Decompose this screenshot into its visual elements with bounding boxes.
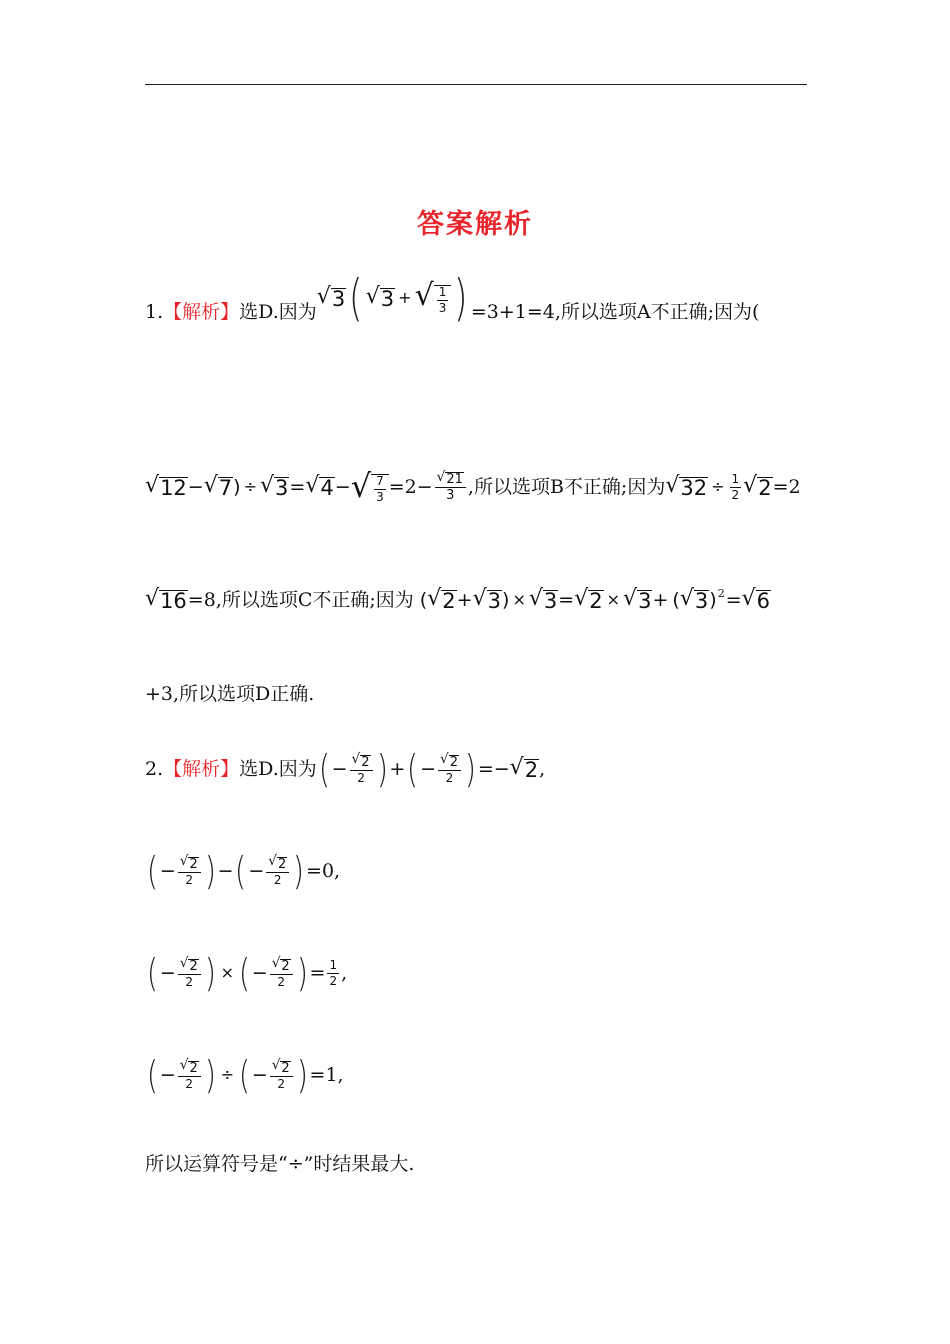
q2-line-4: ( − √ 2 2 ) ÷ ( − √ 2 2 ) =1, [146, 1053, 344, 1097]
q2-result-add: =− [477, 757, 510, 780]
sqrt-3: √ 3 [365, 283, 395, 312]
divide-sign: ÷ [711, 477, 725, 496]
minus-sign: − [334, 475, 351, 498]
q1-number: 1. [145, 300, 164, 323]
q1-line-1 [145, 262, 759, 362]
frac-sqrt2-over-2: √ 2 2 [270, 957, 293, 988]
q2-number: 2. [145, 757, 164, 780]
minus-sign: − [217, 859, 234, 882]
frac-sqrt2-over-2: √ 2 2 [270, 1059, 293, 1090]
q1-text-b-pre: =2− [388, 475, 433, 498]
frac-sqrt2-over-2: √ 2 2 [178, 1059, 201, 1090]
frac-sqrt2-over-2: √ 2 2 [438, 753, 461, 784]
frac-sqrt2-over-2: √ 2 2 [178, 855, 201, 886]
plus-sign: + [398, 288, 412, 307]
sqrt-12: √ 12 [145, 472, 187, 501]
q1-text-b-end: =2 [772, 475, 801, 498]
page-title: 答案解析 [417, 209, 533, 240]
times-sign: × [606, 590, 621, 609]
divide-sign: ÷ [243, 477, 257, 496]
q2-line-1: 2. 【解析】 选D.因为 ( − √ 2 2 ) + ( − √ 2 2 ) =− √ 2 , [145, 747, 546, 791]
header-rule [145, 84, 807, 85]
sqrt-3: √ 3 [259, 472, 289, 501]
sqrt-6: √ 6 [741, 585, 771, 614]
q2-result-mul: = [309, 961, 326, 984]
close-paren: ) [454, 269, 468, 327]
q1-text-d: +3,所以选项D正确. [145, 682, 315, 705]
sqrt-2: √ 2 [574, 585, 603, 614]
sqrt-16: √ 16 [145, 585, 187, 614]
frac-sqrt2-over-2: √ 2 2 [350, 753, 373, 784]
q2-tag: 【解析】 [163, 757, 240, 780]
exponent-2: 2 [717, 586, 725, 600]
plus-sign: + [456, 588, 473, 611]
frac-sqrt2-over-2: √ 2 2 [178, 957, 201, 988]
sqrt-3: √ 3 [472, 585, 502, 614]
q2-result-div: =1, [309, 1063, 344, 1086]
q2-result-sub: =0, [306, 859, 341, 882]
sqrt-one-third: √ $\frac{1}{3}$ [415, 281, 452, 314]
q1-text-c-eq: = [558, 588, 575, 611]
q1-text-b: ,所以选项B不正确;因为 [467, 475, 666, 498]
sqrt-3: √ 3 [316, 283, 346, 312]
q1-tag: 【解析】 [163, 300, 240, 323]
sqrt-3: √ 3 [679, 585, 709, 614]
q1-text-a: =3+1=4,所以选项A不正确;因为( [470, 300, 760, 323]
sqrt-7: √ 7 [203, 472, 233, 501]
q2-line-3: ( − √ 2 2 ) × ( − √ 2 2 ) = $\frac{1}{2}$ , [146, 951, 348, 995]
q2-line-2: ( − √ 2 2 ) − ( − √ 2 2 ) =0, [146, 849, 341, 893]
sqrt-3: √ 3 [528, 585, 558, 614]
q1-line-2: √ 12 − √ 7 ) ÷ √ 3 = √ 4 − √ $\frac{7}{3}$ =2− √ 21 3 ,所以选项B不正确;因为 √ 32 ÷ $\frac{1}{2}$ √ 2 =2 [145, 467, 801, 506]
times-sign: × [220, 963, 234, 982]
times-sign: × [512, 590, 526, 609]
sqrt-2: √ 2 [509, 754, 539, 783]
q2-conclusion-text: 所以运算符号是“÷”时结果最大. [145, 1152, 415, 1175]
sqrt-seven-thirds: √ $\frac{7}{3}$ [351, 470, 389, 503]
frac-one-half: $\frac{1}{2}$ [731, 471, 740, 502]
plus-sign: + [389, 757, 406, 780]
q2-lead: 选D.因为 [239, 757, 317, 780]
q1-line-3: √ 16 =8,所以选项C不正确;因为 ( √ 2 + √ 3 ) × √ 3 = √ 2 × √ 3 + ( √ 3 ) 2 = √ 6 [145, 585, 771, 614]
frac-sqrt21-over-3: √ 21 3 [435, 471, 466, 503]
frac-sqrt2-over-2: √ 2 2 [266, 855, 289, 886]
sqrt-2: √ 2 [743, 472, 772, 501]
sqrt-3: √ 3 [623, 585, 652, 614]
q1-line-4 [145, 682, 314, 706]
q1-expr-a [316, 269, 471, 327]
sqrt-2: √ 2 [427, 585, 456, 614]
frac-one-half: $\frac{1}{2}$ [329, 957, 338, 988]
minus-sign: − [187, 475, 204, 498]
plus-sign: + [652, 588, 669, 611]
sqrt-4: √ 4 [305, 472, 334, 501]
q2-conclusion [145, 1152, 414, 1176]
open-paren: ( [349, 269, 363, 327]
sqrt-32: √ 32 [665, 472, 708, 501]
q1-lead: 选D.因为 [239, 300, 317, 323]
q1-text-c: =8,所以选项C不正确;因为 [187, 588, 414, 611]
divide-sign: ÷ [220, 1065, 234, 1084]
